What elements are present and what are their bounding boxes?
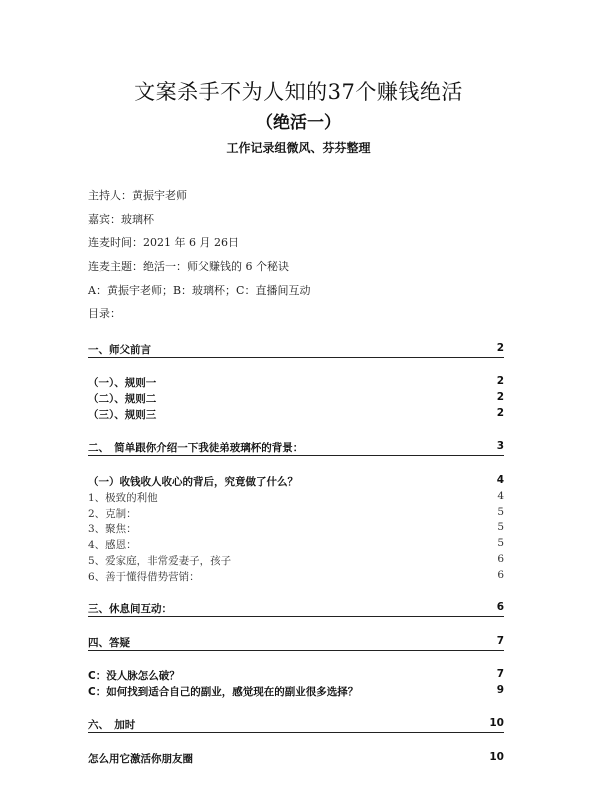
toc-entry-section-6[interactable] [88, 717, 504, 733]
toc-entry-label: （三）、规则三 [88, 409, 157, 421]
toc-entry-label: 四、答疑 [88, 637, 130, 649]
toc-entry-label: 1、极致的利他 [88, 492, 158, 504]
toc-entry-page: 6 [497, 569, 504, 581]
toc-entry-page: 2 [496, 391, 504, 403]
document-subtitle: （绝活一） [256, 113, 341, 133]
meta-roles: A：黄振宇老师；B：玻璃杯；C：直播间互动 [88, 284, 311, 297]
meta-guest: 嘉宾：玻璃杯 [88, 213, 154, 226]
toc-entry-label: （二）、规则二 [88, 393, 157, 405]
toc-entry-item-4[interactable] [88, 537, 504, 551]
toc-entry-item-6[interactable] [88, 569, 504, 583]
toc-entry-item-1[interactable] [88, 490, 504, 504]
toc-entry-label: C：没人脉怎么破？ [88, 670, 180, 682]
toc-entry-page: 7 [496, 635, 504, 647]
toc-entry-page: 7 [496, 668, 504, 680]
toc-entry-section-2[interactable] [88, 440, 504, 456]
toc-entry-page: 4 [496, 474, 504, 486]
toc-entry-subsection[interactable] [88, 474, 504, 488]
toc-entry-page: 2 [496, 342, 504, 354]
toc-entry-label: 三、休息间互动： [88, 603, 172, 615]
document-title: 文案杀手不为人知的37个赚钱绝活 [134, 80, 463, 104]
toc-entry-section-1[interactable] [88, 342, 504, 358]
toc-entry-page: 4 [497, 490, 504, 502]
toc-entry-label: 5、爱家庭，非常爱妻子，孩子 [88, 555, 232, 567]
toc-entry-rule-3[interactable] [88, 407, 504, 421]
document-credit: 工作记录组微风、芬芬整理 [226, 141, 371, 155]
toc-entry-qa-2[interactable] [88, 684, 504, 698]
toc-entry-label: 二、 简单跟你介绍一下我徒弟玻璃杯的背景： [88, 442, 304, 454]
toc-heading: 目录： [88, 307, 121, 320]
toc-entry-label: 怎么用它激活你朋友圈 [88, 753, 193, 765]
toc-entry-page: 5 [497, 521, 504, 533]
toc-entry-label: 一、师父前言 [88, 344, 151, 356]
toc-entry-rule-2[interactable] [88, 391, 504, 405]
toc-entry-label: C：如何找到适合自己的副业，感觉现在的副业很多选择？ [88, 686, 359, 698]
toc-entry-page: 10 [489, 717, 504, 729]
toc-entry-label: 3、聚焦： [88, 523, 137, 535]
toc-entry-label: （一）、规则一 [88, 377, 157, 389]
toc-entry-extra[interactable] [88, 751, 504, 765]
toc-entry-page: 6 [496, 601, 504, 613]
toc-entry-item-3[interactable] [88, 521, 504, 535]
toc-entry-page: 3 [496, 440, 504, 452]
toc-entry-label: 6、善于懂得借势营销： [88, 571, 200, 583]
toc-entry-section-4[interactable] [88, 635, 504, 651]
toc-entry-page: 2 [496, 375, 504, 387]
toc-entry-page: 5 [497, 537, 504, 549]
toc-entry-qa-1[interactable] [88, 668, 504, 682]
toc-entry-section-3[interactable] [88, 601, 504, 617]
toc-entry-label: 六、 加时 [88, 719, 136, 731]
toc-entry-label: 4、感恩： [88, 539, 137, 551]
toc-entry-label: 2、克制： [88, 508, 137, 520]
toc-entry-label: （一）收钱收人收心的背后，究竟做了什么？ [88, 476, 298, 488]
toc-entry-item-2[interactable] [88, 506, 504, 520]
meta-topic: 连麦主题：绝活一：师父赚钱的 6 个秘诀 [88, 260, 289, 273]
meta-host: 主持人：黄振宇老师 [88, 189, 187, 202]
meta-time: 连麦时间：2021 年 6 月 26日 [88, 236, 239, 249]
toc-entry-page: 6 [497, 553, 504, 565]
toc-entry-page: 10 [489, 751, 504, 763]
toc-entry-page: 9 [496, 684, 504, 696]
toc-entry-page: 2 [496, 407, 504, 419]
toc-entry-rule-1[interactable] [88, 375, 504, 389]
toc-entry-item-5[interactable] [88, 553, 504, 567]
toc-entry-page: 5 [497, 506, 504, 518]
